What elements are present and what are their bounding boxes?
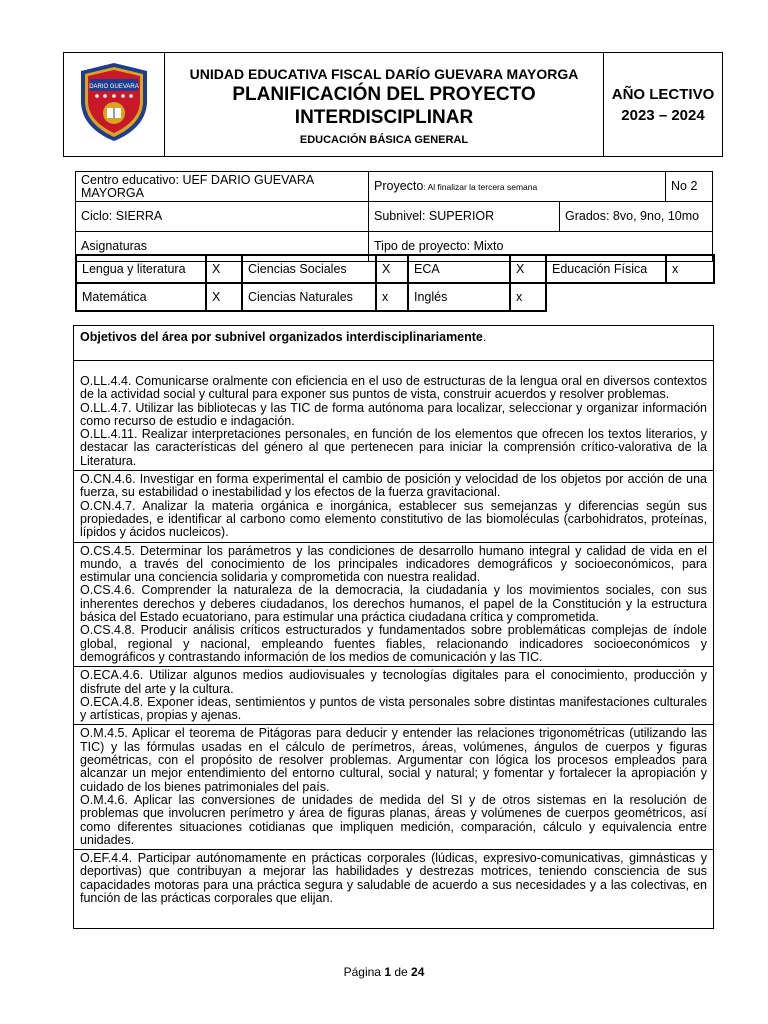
subject-name: ECA (408, 255, 510, 283)
subject-name: Ciencias Naturales (242, 283, 376, 311)
subject-name: Matemática (76, 283, 206, 311)
empty-cell (666, 283, 714, 311)
proyecto-cell (369, 172, 666, 202)
objective-item: O.CS.4.6. Comprender la naturaleza de la democracia, la ciudadanía y los movimientos sociales, con sus inherentes derechos y deberes ciudadanos, los derechos humanos, el papel de la Constitución y la estructura básica del Estado ecuatoriano, para estimular una práctica ciudadana crítica y comprometida. (80, 583, 707, 625)
objectives-group-ciencias-naturales (74, 471, 714, 542)
tipo-cell: Tipo de proyecto: Mixto (369, 232, 713, 262)
objective-item: O.M.4.5. Aplicar el teorema de Pitágoras para deducir y entender las relaciones trigonométricas (utilizando las TIC) y las fórmulas usadas en el cálculo de perímetros, áreas, volúmenes, ángulos de cuerpos y figuras geométricas, con el propósito de resolver problemas. Argumentar con lógica los procesos empleados para alcanzar un mejor entendimiento del entorno cultural, social y natural; y fomentar y fortalecer la apropiación y cuidado de los bienes patrimoniales del país. (80, 726, 707, 794)
proyecto-label: Proyecto (374, 178, 424, 193)
school-shield-logo-icon (77, 61, 151, 143)
subnivel-cell: Subnivel: SUPERIOR (369, 202, 560, 232)
objective-item: O.ECA.4.8. Exponer ideas, sentimientos y puntos de vista personales sobre distintas manifestaciones culturales y artísticas, propias y ajenas. (80, 694, 707, 723)
objectives-heading-text: Objetivos del área por subnivel organizados interdisciplinariamente (80, 330, 483, 344)
title-line-2: INTERDISCIPLINAR (294, 106, 474, 128)
objectives-group-ciencias-sociales (74, 542, 714, 667)
year-cell (604, 53, 723, 157)
page-footer (0, 965, 768, 979)
subtitle: EDUCACIÓN BÁSICA GENERAL (299, 133, 469, 146)
objectives-group-matematica (74, 725, 714, 850)
subjects-table (75, 254, 715, 312)
subject-name: Ciencias Sociales (242, 255, 376, 283)
numero-cell: No 2 (666, 172, 713, 202)
header-table (63, 52, 723, 157)
year-label: AÑO LECTIVO (611, 85, 715, 103)
subject-name: Educación Física (546, 255, 666, 283)
subjects-row (76, 283, 714, 311)
logo-text: DARIO GUEVARA (89, 84, 139, 90)
subject-mark: x (510, 283, 546, 311)
objectives-group-educacion-fisica (74, 850, 714, 929)
ciclo-cell: Ciclo: SIERRA (76, 202, 369, 232)
objectives-group-eca (74, 667, 714, 725)
objective-item: O.LL.4.11. Realizar interpretaciones personales, en función de los elementos que ofrecen los textos literarios, y destacar las características del género al que pertenecen para iniciar la comprensión crítico-valorativa de la Literatura. (80, 427, 707, 468)
title-cell (165, 53, 604, 157)
objective-item: O.M.4.6. Aplicar las conversiones de unidades de medida del SI y de otros sistemas en la resolución de problemas que involucren perímetro y área de figuras planas, áreas y volúmenes de cuerpos geométricos, así como diferentes situaciones cotidianas que impliquen medición, comparación, cálculo y equivalencia entre unidades. (80, 792, 707, 847)
subjects-row (76, 255, 714, 283)
proyecto-value: : Al finalizar la tercera semana (423, 181, 538, 192)
subject-name: Inglés (408, 283, 510, 311)
logo-cell (64, 53, 165, 157)
grados-cell: Grados: 8vo, 9no, 10mo (560, 202, 713, 232)
objective-item: O.LL.4.4. Comunicarse oralmente con eficiencia en el uso de estructuras de la lengua oral en diversos contextos de la actividad social y cultural para exponer sus puntos de vista, construir acuerdos y resolver problemas. (80, 374, 707, 402)
objective-item: O.ECA.4.6. Utilizar algunos medios audiovisuales y tecnologías digitales para el conocimiento, producción y disfrute del arte y la cultura. (80, 668, 707, 696)
subject-mark: X (376, 255, 408, 283)
subject-mark: x (376, 283, 408, 311)
objective-item: O.CN.4.7. Analizar la materia orgánica e inorgánica, establecer sus semejanzas y diferencias según sus propiedades, e identificar al carbono como elemento constitutivo de las biomoléculas (carbohidratos, proteínas, lípidos y ácidos nucleicos). (80, 498, 707, 540)
footer-page-number: 1 (384, 965, 391, 979)
subject-mark: X (206, 283, 242, 311)
objective-item: O.EF.4.4. Participar autónomamente en prácticas corporales (lúdicas, expresivo-comunicativas, gimnásticas y deportivas) que contribuyan a mejorar las habilidades y destrezas motrices, teniendo consciencia de sus capacidades motoras para una práctica segura y saludable de acuerdo a sus necesidades y a las colectivas, en función de las prácticas corporales que elijan. (80, 851, 707, 905)
year-value: 2023 – 2024 (621, 106, 705, 124)
title-line-1: PLANIFICACIÓN DEL PROYECTO (232, 83, 536, 105)
objective-item: O.LL.4.7. Utilizar las bibliotecas y las TIC de forma autónoma para localizar, seleccionar y organizar información como recurso de estudio e indagación. (80, 400, 707, 428)
footer-total-pages: 24 (411, 965, 425, 979)
asignaturas-cell: Asignaturas (76, 232, 369, 262)
subject-mark: X (510, 255, 546, 283)
objectives-group-lengua (74, 361, 714, 471)
footer-mid: de (394, 965, 408, 979)
objectives-table (73, 325, 714, 929)
centro-cell: Centro educativo: UEF DARIO GUEVARA MAYORGA (76, 172, 369, 202)
objectives-heading (74, 326, 714, 361)
subject-name: Lengua y literatura (76, 255, 206, 283)
footer-prefix: Página (343, 965, 381, 979)
objectives-heading-end: . (482, 330, 487, 344)
objective-item: O.CS.4.5. Determinar los parámetros y las condiciones de desarrollo humano integral y calidad de vida en el mundo, a través del conocimiento de los principales indicadores demográficos y socioeconómicos, para estimular una conciencia solidaria y comprometida con nuestra realidad. (80, 543, 707, 585)
school-name: UNIDAD EDUCATIVA FISCAL DARÍO GUEVARA MAYORGA (189, 65, 579, 82)
subject-mark: X (206, 255, 242, 283)
info-table (75, 171, 713, 262)
objective-item: O.CS.4.8. Producir análisis críticos estructurados y fundamentados sobre problemáticas complejas de índole global, regional y nacional, empleando fuentes fiables, relacionando indicadores socioeconómicos y demográficos y contrastando información de los medios de comunicación y las TIC. (80, 623, 707, 664)
objective-item: O.CN.4.6. Investigar en forma experimental el cambio de posición y velocidad de los objetos por acción de una fuerza, su estabilidad o inestabilidad y los efectos de la fuerza gravitacional. (80, 472, 707, 500)
subject-mark: x (666, 255, 714, 283)
empty-cell (546, 283, 666, 311)
